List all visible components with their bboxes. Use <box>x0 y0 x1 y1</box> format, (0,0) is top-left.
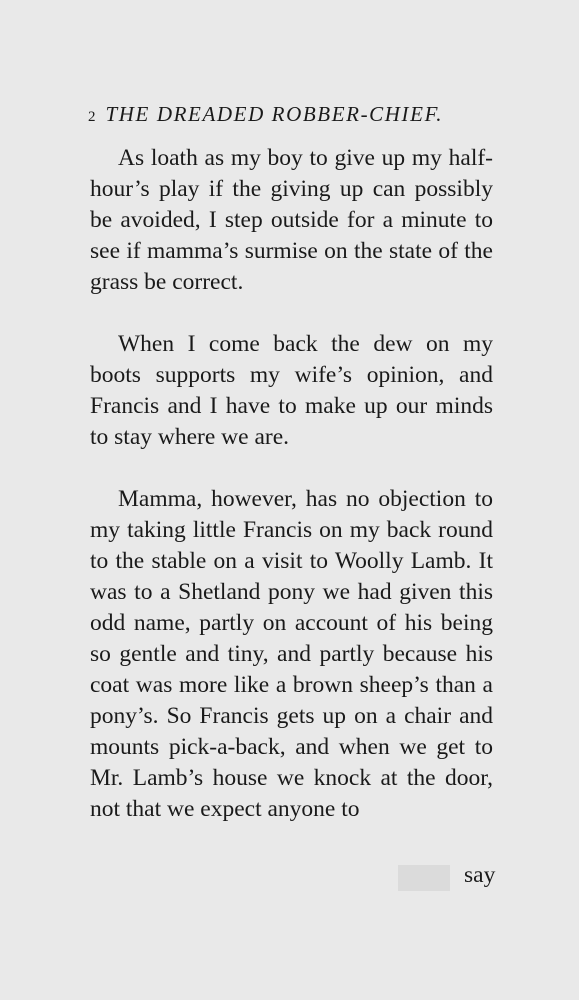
running-head <box>88 99 508 129</box>
body-text <box>90 143 493 856</box>
scan-speckle <box>398 865 450 891</box>
running-head-title: THE DREADED ROBBER-CHIEF. <box>105 102 444 126</box>
paragraph-3: Mamma, however, has no objection to my taking little Francis on my back round to the stable on a visit to Woolly Lamb. It was to a Shetland pony we had given this odd name, partly on account of his being so gentle and tiny, and partly because his coat was more like a brown sheep’s than a pony’s. So Francis gets up on a chair and mounts pick-a-back, and when we get to Mr. Lamb’s house we knock at the door, not that we expect anyone to <box>90 486 493 822</box>
page-number: 2 <box>88 109 96 125</box>
paragraph-2: When I come back the dew on my boots supports my wife’s opinion, and Francis and I have to make up our minds to stay where we are. <box>90 331 493 450</box>
catchword: say <box>464 862 496 888</box>
paragraph-1: As loath as my boy to give up my half-hour’s play if the giving up can possibly be avoided, I step outside for a minute to see if mamma’s surmise on the state of the grass be correct. <box>90 145 493 295</box>
